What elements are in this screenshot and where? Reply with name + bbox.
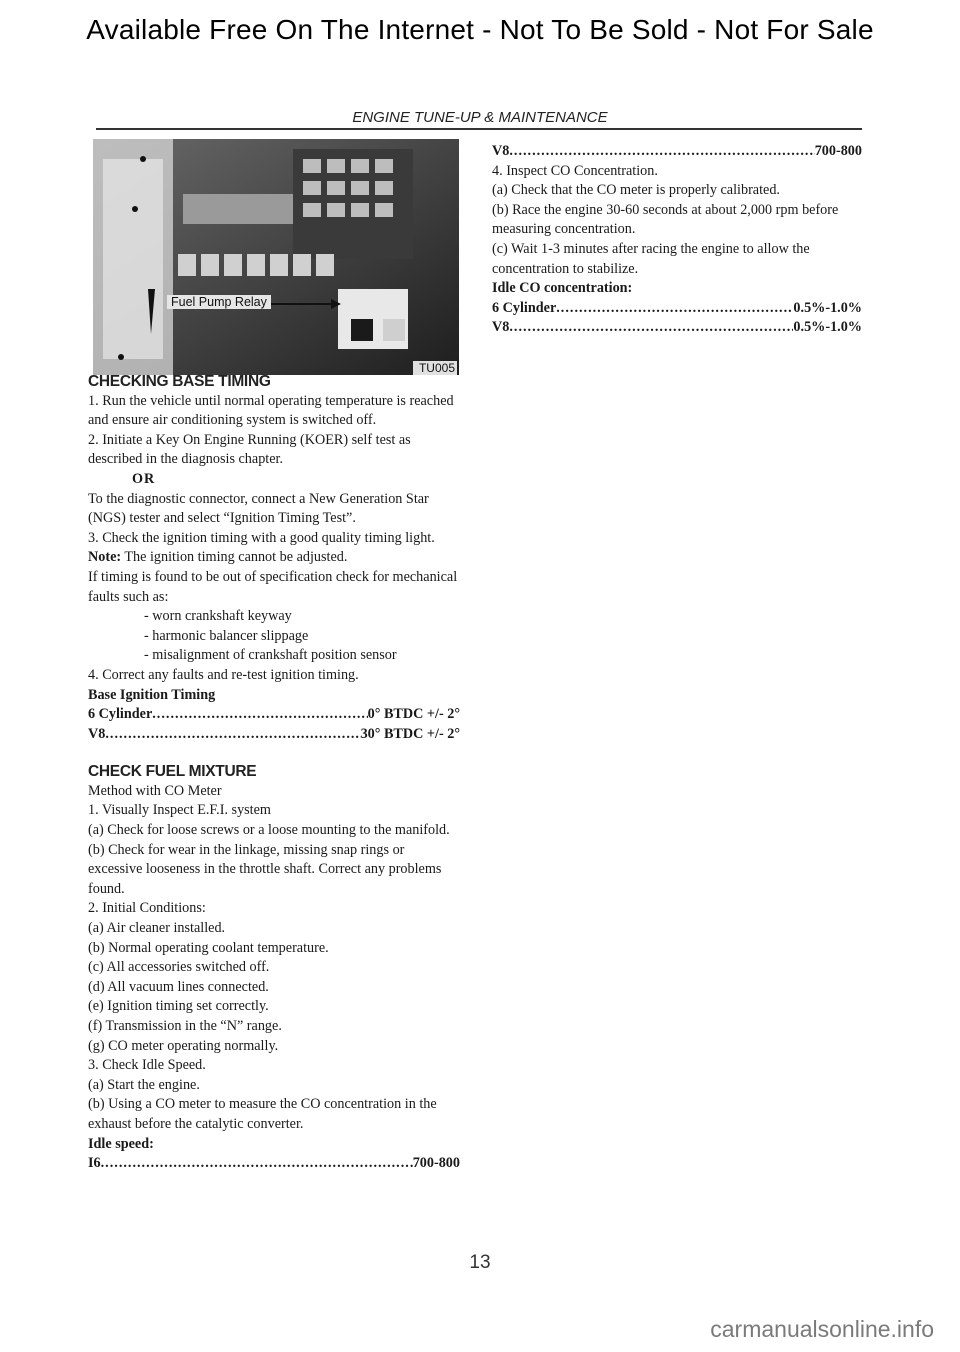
condition-item: (c) All accessories switched off. bbox=[88, 959, 270, 976]
co-step-4a: (a) Check that the CO meter is properly calibrated. bbox=[492, 182, 780, 199]
left-column bbox=[88, 372, 460, 1174]
fault-intro: If timing is found to be out of specification check for mechanical faults such as: bbox=[88, 568, 458, 605]
co-step-4b: (b) Race the engine 30-60 seconds at about 2,000 rpm before measuring concentration. bbox=[492, 201, 839, 238]
spec-row-i6-idle: I6 ..... 700-800 bbox=[88, 1154, 460, 1174]
page-number: 13 bbox=[469, 1252, 491, 1273]
mixture-step-1: 1. Visually Inspect E.F.I. system bbox=[88, 802, 271, 819]
co-step-4c: (c) Wait 1-3 minutes after racing the engine to allow the concentration to stabilize. bbox=[492, 240, 810, 277]
condition-item: (b) Normal operating coolant temperature. bbox=[88, 939, 329, 956]
photo-code: TU005 bbox=[418, 361, 455, 375]
co-row-6-cylinder: 6 Cylinder ..... 0.5%-1.0% bbox=[492, 299, 862, 319]
condition-item: (d) All vacuum lines connected. bbox=[88, 978, 269, 995]
mixture-step-3a: (a) Start the engine. bbox=[88, 1076, 200, 1093]
mixture-step-3: 3. Check Idle Speed. bbox=[88, 1057, 206, 1074]
relay-box-photo bbox=[93, 139, 459, 375]
idle-speed-heading: Idle speed: bbox=[88, 1135, 154, 1152]
section-header: ENGINE TUNE-UP & MAINTENANCE bbox=[352, 109, 608, 126]
step-1: 1. Run the vehicle until normal operating temperature is reached and ensure air conditioning system is switched off. bbox=[88, 392, 454, 429]
header-rule bbox=[96, 128, 862, 130]
heading-check-fuel-mixture: CHECK FUEL MIXTURE bbox=[88, 763, 257, 781]
note-text: The ignition timing cannot be adjusted. bbox=[121, 549, 348, 566]
base-timing-heading: Base Ignition Timing bbox=[88, 686, 216, 703]
heading-checking-base-timing: CHECKING BASE TIMING bbox=[88, 373, 271, 390]
condition-item: (e) Ignition timing set correctly. bbox=[88, 998, 269, 1015]
co-step-4: 4. Inspect CO Concentration. bbox=[492, 162, 658, 179]
spec-row-6-cylinder: 6 Cylinder ..... 0° BTDC +/- 2° bbox=[88, 705, 460, 725]
condition-item: (a) Air cleaner installed. bbox=[88, 920, 226, 937]
mixture-step-3b: (b) Using a CO meter to measure the CO concentration in the exhaust before the catalytic converter. bbox=[88, 1096, 437, 1132]
condition-item: (g) CO meter operating normally. bbox=[88, 1037, 279, 1054]
fault-bullet: - worn crankshaft keyway bbox=[144, 608, 292, 625]
spec-row-v8: V8 ..... 30° BTDC +/- 2° bbox=[88, 725, 460, 745]
ngs-instruction: To the diagnostic connector, connect a New Generation Star (NGS) tester and select “Ignition Timing Test”. bbox=[88, 490, 429, 527]
co-row-v8: V8 ..... 0.5%-1.0% bbox=[492, 318, 862, 338]
distribution-banner: Available Free On The Internet - Not To Be Sold - Not For Sale bbox=[86, 14, 874, 45]
step-3: 3. Check the ignition timing with a good quality timing light. bbox=[88, 529, 435, 546]
method-line: Method with CO Meter bbox=[88, 782, 222, 799]
note-label: Note: bbox=[88, 549, 122, 566]
mixture-step-1a: (a) Check for loose screws or a loose mounting to the manifold. bbox=[88, 822, 450, 839]
fault-bullet: - misalignment of crankshaft position sensor bbox=[144, 647, 397, 664]
fuel-pump-relay-callout: Fuel Pump Relay bbox=[167, 295, 271, 309]
condition-item: (f) Transmission in the “N” range. bbox=[88, 1018, 282, 1034]
fault-bullet: - harmonic balancer slippage bbox=[144, 627, 309, 644]
relay-box-photo-drawing bbox=[93, 139, 459, 375]
right-column bbox=[492, 142, 862, 338]
site-watermark: carmanualsonline.info bbox=[710, 1316, 934, 1342]
idle-co-heading: Idle CO concentration: bbox=[492, 280, 633, 297]
mixture-step-2: 2. Initial Conditions: bbox=[88, 900, 206, 917]
step-2: 2. Initiate a Key On Engine Running (KOER) self test as described in the diagnosis chapter. bbox=[88, 431, 411, 468]
step-4: 4. Correct any faults and re-test ignition timing. bbox=[88, 666, 359, 683]
mixture-step-1b: (b) Check for wear in the linkage, missing snap rings or excessive looseness in the throttle shaft. Correct any problems found. bbox=[88, 841, 442, 897]
or-separator: OR bbox=[132, 470, 156, 487]
spec-row-v8-idle: V8 ..... 700-800 bbox=[492, 142, 862, 162]
note bbox=[88, 548, 460, 568]
